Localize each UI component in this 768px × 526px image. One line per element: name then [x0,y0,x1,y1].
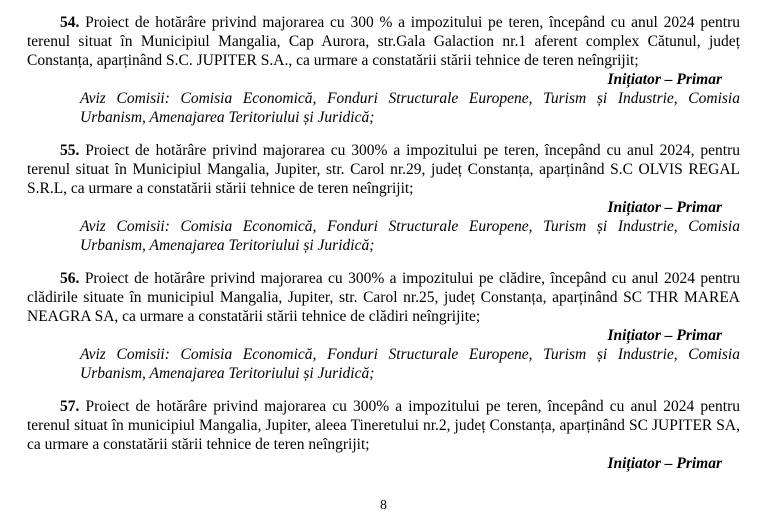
agenda-item-57 [27,397,740,473]
item-56-number: 56. [60,270,80,287]
page-number: 8 [380,498,387,513]
item-54-body: Proiect de hotărâre privind majorarea cu 300 % a impozitului pe teren, începând cu anul 2024 pentru terenul situat în Municipiul Mangalia, Cap Aurora, str.Gala Galaction nr.1 aferent complex Cătunul, județ Constanța, aparținând S.C. JUPITER S.A., ca urmare a constatării stării tehnice de teren neîngrijit; [27,14,741,69]
agenda-item-55 [27,141,740,255]
item-54-initiator: Inițiator – Primar [607,71,722,88]
item-55-paragraph [27,141,740,198]
item-54-aviz: Aviz Comisii: Comisia Economică, Fonduri Structurale Europene, Turism și Industrie, Comisia Urbanism, Amenajarea Teritoriului și Juridică; [80,90,740,126]
item-57-paragraph [27,397,740,454]
agenda-item-54 [27,13,740,127]
item-55-number: 55. [60,142,80,159]
item-55-body: Proiect de hotărâre privind majorarea cu 300% a impozitului pe teren, începând cu anul 2024, pentru terenul situat în Municipiul Mangalia, Jupiter, str. Carol nr.29, județ Constanța, aparținând S.C OLVIS REGAL S.R.L, ca urmare a constatării stării tehnice de teren neîngrijit; [27,142,740,197]
item-56-paragraph [27,269,740,326]
item-54-number: 54. [60,14,80,31]
item-57-body: Proiect de hotărâre privind majorarea cu 300% a impozitului pe teren, începând cu anul 2024 pentru terenul situat în municipiul Mangalia, Jupiter, aleea Tineretului nr.2, județ Constanța, aparținând SC JUPITER SA, ca urmare a constatării stării tehnice de teren neîngrijit; [27,398,741,453]
item-54-paragraph [27,13,740,70]
agenda-item-56 [27,269,740,383]
item-56-initiator: Inițiator – Primar [607,327,722,344]
item-56-aviz: Aviz Comisii: Comisia Economică, Fonduri Structurale Europene, Turism și Industrie, Comisia Urbanism, Amenajarea Teritoriului și Juridică; [80,346,740,382]
item-55-aviz: Aviz Comisii: Comisia Economică, Fonduri Structurale Europene, Turism și Industrie, Comisia Urbanism, Amenajarea Teritoriului și Juridică; [80,218,740,254]
item-57-number: 57. [60,398,80,415]
item-57-initiator: Inițiator – Primar [607,455,722,472]
item-56-body: Proiect de hotărâre privind majorarea cu 300% a impozitului pe clădire, începând cu anul 2024 pentru clădirile situate în municipiul Mangalia, Jupiter, str. Carol nr.25, județ Constanța, aparținând SC THR MAREA NEAGRA SA, ca urmare a constatării stării tehnice de clădiri neîngrijite; [27,270,740,325]
item-55-initiator: Inițiator – Primar [607,199,722,216]
